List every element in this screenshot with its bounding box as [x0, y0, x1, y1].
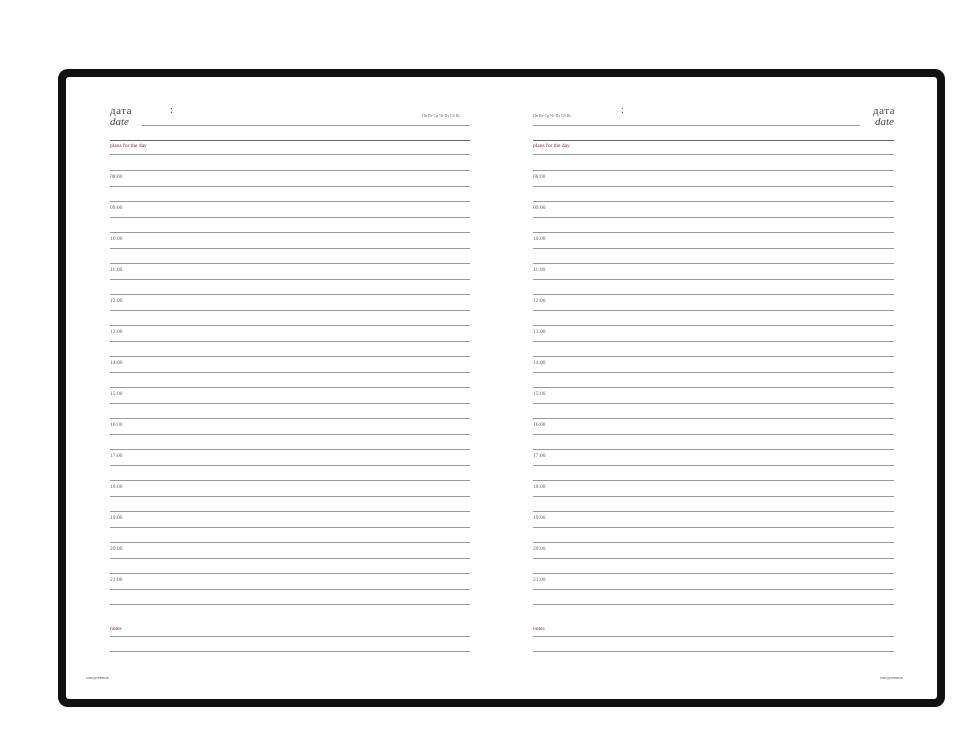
hour-label: 18:00: [533, 484, 546, 490]
half-hour-rule: [533, 527, 894, 528]
hour-label: 19:00: [533, 515, 546, 521]
hour-label: 16:00: [110, 422, 123, 428]
hour-label: 13:00: [110, 329, 123, 335]
right-page: [502, 77, 937, 699]
hour-label: 10:00: [110, 236, 123, 242]
half-hour-rule: [110, 248, 470, 249]
header-rule: [110, 140, 470, 141]
date-underline: [142, 125, 470, 126]
hour-label: 16:00: [533, 422, 546, 428]
half-hour-rule: [533, 217, 894, 218]
hour-label: 15:00: [110, 391, 123, 397]
hour-label: 12:00: [533, 298, 546, 304]
hour-label: 11:00: [110, 267, 123, 273]
half-hour-rule: [110, 310, 470, 311]
half-hour-rule: [533, 496, 894, 497]
hour-rule: [533, 387, 894, 388]
hour-label: 10:00: [533, 236, 546, 242]
hour-rule: [110, 325, 470, 326]
hour-rule: [533, 232, 894, 233]
hour-rule: [110, 511, 470, 512]
half-hour-rule: [110, 527, 470, 528]
hour-rule: [110, 480, 470, 481]
hour-label: 08:00: [110, 174, 123, 180]
hour-rule: [110, 232, 470, 233]
hour-rule: [533, 480, 894, 481]
hour-rule: [110, 449, 470, 450]
hour-rule: [110, 573, 470, 574]
half-hour-rule: [110, 186, 470, 187]
half-hour-rule: [533, 589, 894, 590]
hour-rule: [110, 263, 470, 264]
hour-rule: [110, 356, 470, 357]
planner-spread: [66, 77, 937, 699]
date-colon: :: [621, 105, 624, 116]
hour-label: 18:00: [110, 484, 123, 490]
half-hour-rule: [533, 403, 894, 404]
hour-rule: [533, 573, 894, 574]
hour-rule: [533, 325, 894, 326]
hour-rule: [533, 511, 894, 512]
plans-label: plans for the day: [110, 143, 147, 149]
half-hour-rule: [110, 558, 470, 559]
hour-rule: [110, 294, 470, 295]
hour-label: 20:00: [533, 546, 546, 552]
header-rule: [533, 140, 894, 141]
hour-rule: [533, 170, 894, 171]
date-underline: [533, 125, 860, 126]
hour-label: 14:00: [110, 360, 123, 366]
brand-footer: ежедневник: [86, 675, 109, 680]
half-hour-rule: [110, 279, 470, 280]
hour-rule: [533, 604, 894, 605]
hour-label: 12:00: [110, 298, 123, 304]
half-hour-rule: [110, 403, 470, 404]
weekday-row: Пн Вт Ср Чт Пт Сб Вс: [422, 113, 461, 118]
brand-footer: ежедневник: [880, 675, 903, 680]
hour-rule: [110, 604, 470, 605]
half-hour-rule: [533, 372, 894, 373]
hour-rule: [110, 170, 470, 171]
hour-label: 13:00: [533, 329, 546, 335]
plans-rule: [110, 154, 470, 155]
half-hour-rule: [110, 496, 470, 497]
hour-rule: [533, 263, 894, 264]
hour-label: 20:00: [110, 546, 123, 552]
half-hour-rule: [110, 589, 470, 590]
weekday-row: Пн Вт Ср Чт Пт Сб Вс: [533, 113, 572, 118]
hour-label: 11:00: [533, 267, 546, 273]
half-hour-rule: [533, 248, 894, 249]
notes-rule: [533, 636, 894, 637]
half-hour-rule: [110, 341, 470, 342]
hour-label: 08:00: [533, 174, 546, 180]
date-label-en: date: [875, 116, 894, 128]
hour-rule: [110, 418, 470, 419]
half-hour-rule: [110, 217, 470, 218]
plans-label: plans for the day: [533, 143, 570, 149]
half-hour-rule: [533, 465, 894, 466]
half-hour-rule: [533, 186, 894, 187]
date-label-en: date: [110, 116, 129, 128]
hour-label: 19:00: [110, 515, 123, 521]
half-hour-rule: [533, 341, 894, 342]
hour-label: 21:00: [110, 577, 123, 583]
notes-rule: [533, 651, 894, 652]
notes-rule: [110, 636, 470, 637]
hour-label: 21:00: [533, 577, 546, 583]
hour-label: 14:00: [533, 360, 546, 366]
notes-rule: [110, 651, 470, 652]
hour-label: 17:00: [533, 453, 546, 459]
hour-label: 09:00: [110, 205, 123, 211]
hour-rule: [533, 356, 894, 357]
date-label-ru: дата: [873, 105, 896, 117]
notes-label: notes: [110, 626, 122, 632]
hour-label: 17:00: [110, 453, 123, 459]
hour-rule: [533, 449, 894, 450]
hour-rule: [110, 542, 470, 543]
hour-rule: [533, 201, 894, 202]
hour-rule: [110, 387, 470, 388]
hour-rule: [110, 201, 470, 202]
hour-label: 15:00: [533, 391, 546, 397]
hour-rule: [533, 542, 894, 543]
left-page: [66, 77, 501, 699]
half-hour-rule: [110, 465, 470, 466]
half-hour-rule: [110, 434, 470, 435]
half-hour-rule: [533, 310, 894, 311]
half-hour-rule: [533, 279, 894, 280]
hour-label: 09:00: [533, 205, 546, 211]
date-colon: :: [170, 105, 173, 116]
hour-rule: [533, 294, 894, 295]
half-hour-rule: [533, 558, 894, 559]
plans-rule: [533, 154, 894, 155]
half-hour-rule: [110, 372, 470, 373]
half-hour-rule: [533, 434, 894, 435]
notes-label: notes: [533, 626, 545, 632]
hour-rule: [533, 418, 894, 419]
date-label-ru: дата: [110, 105, 133, 117]
